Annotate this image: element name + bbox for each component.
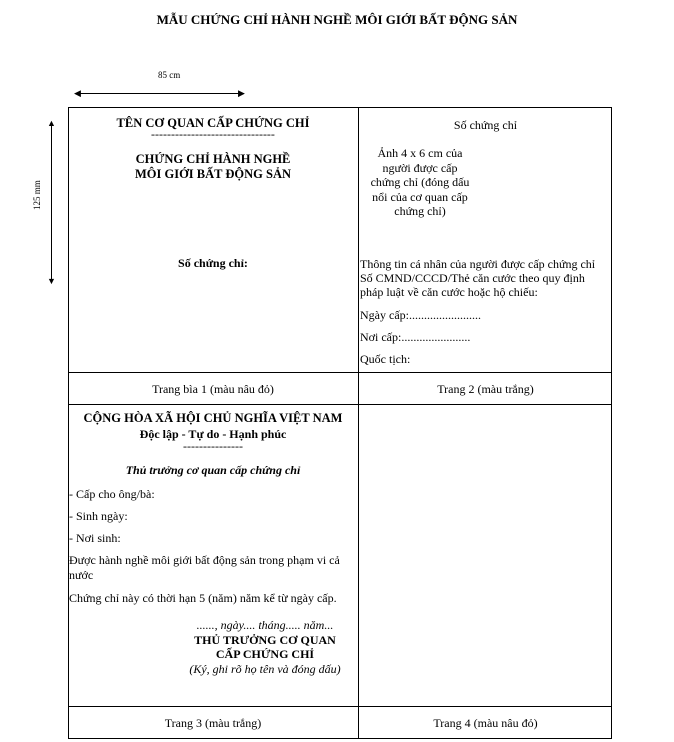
page1-dashes: ------------------------------- [151, 127, 275, 141]
page3-head: Thủ trưởng cơ quan cấp chứng chỉ [125, 463, 301, 477]
page4-caption: Trang 4 (màu nâu đỏ) [433, 716, 538, 730]
page3-sign-line2: CẤP CHỨNG CHỈ [215, 647, 315, 661]
document-title: MẪU CHỨNG CHỈ HÀNH NGHỀ MÔI GIỚI BẤT ĐỘNG SẢN [156, 12, 518, 27]
width-dimension-label: 85 cm [158, 70, 181, 80]
grid-row-divider [68, 404, 612, 405]
page3-birthplace: - Nơi sinh: [69, 531, 121, 545]
page3-granted-to: - Cấp cho ông/bà: [69, 487, 155, 501]
page1-number-label: Số chứng chỉ: [178, 256, 248, 270]
page3-scope-l1: Được hành nghề môi giới bất động sản trong phạm vi cả [69, 553, 340, 567]
page3-caption: Trang 3 (màu trắng) [164, 716, 262, 730]
page2-photo-placeholder [355, 146, 485, 219]
page1-cert-line1: CHỨNG CHỈ HÀNH NGHỀ [135, 152, 291, 166]
page2-photo-l3: chứng chỉ (đóng dấu [370, 175, 470, 189]
grid-row2-caption-divider [68, 706, 612, 707]
page3-sign-note: (Ký, ghi rõ họ tên và đóng dấu) [189, 662, 341, 676]
page2-photo-l1: Ảnh 4 x 6 cm của [377, 146, 463, 160]
page2-photo-l2: người được cấp [382, 160, 458, 175]
page2-issue-date: Ngày cấp:........................ [360, 308, 481, 322]
page2-id-line2: pháp luật về căn cước hoặc hộ chiếu: [360, 285, 538, 299]
page2-nationality: Quốc tịch: [360, 352, 411, 366]
width-dimension-line [78, 93, 244, 94]
page1-caption: Trang bìa 1 (màu nâu đỏ) [152, 382, 274, 396]
height-dimension-label: 125 mm [32, 180, 42, 210]
height-dimension-line [51, 124, 52, 282]
page1-agency: TÊN CƠ QUAN CẤP CHỨNG CHỈ [116, 116, 310, 130]
page3-date-line: ......, ngày.... tháng..... năm... [196, 618, 334, 632]
page2-issue-place: Nơi cấp:....................... [360, 330, 471, 344]
height-arrow-up-icon: ▲ [47, 118, 56, 128]
height-arrow-down-icon: ▼ [47, 276, 56, 286]
page3-nation: CỘNG HÒA XÃ HỘI CHỦ NGHĨA VIỆT NAM [83, 411, 343, 425]
width-arrow-left-icon: ◀ [74, 88, 81, 98]
page1-cert-line2: MÔI GIỚI BẤT ĐỘNG SẢN [134, 167, 292, 181]
grid-row1-caption-divider [68, 372, 612, 373]
page2-photo-l4: nổi của cơ quan cấp [372, 189, 468, 204]
page3-motto: Độc lập - Tự do - Hạnh phúc [139, 427, 287, 441]
page3-sign-line1: THỦ TRƯỞNG CƠ QUAN [194, 633, 336, 647]
width-arrow-right-icon: ▶ [238, 88, 245, 98]
page2-number-label: Số chứng chỉ [453, 118, 518, 132]
page3-dashes: --------------- [183, 439, 243, 453]
page3-dob: - Sinh ngày: [69, 509, 128, 523]
page2-caption: Trang 2 (màu trắng) [437, 382, 534, 396]
page2-photo-l5: chứng chỉ) [394, 204, 446, 218]
page2-info-heading: Thông tin cá nhân của người được cấp chứng chỉ [360, 257, 596, 271]
page2-id-line1: Số CMND/CCCD/Thẻ căn cước theo quy định [360, 271, 585, 285]
page3-scope-l2: nước [69, 568, 94, 582]
page3-validity: Chứng chỉ này có thời hạn 5 (năm) năm kể từ ngày cấp. [69, 591, 337, 605]
